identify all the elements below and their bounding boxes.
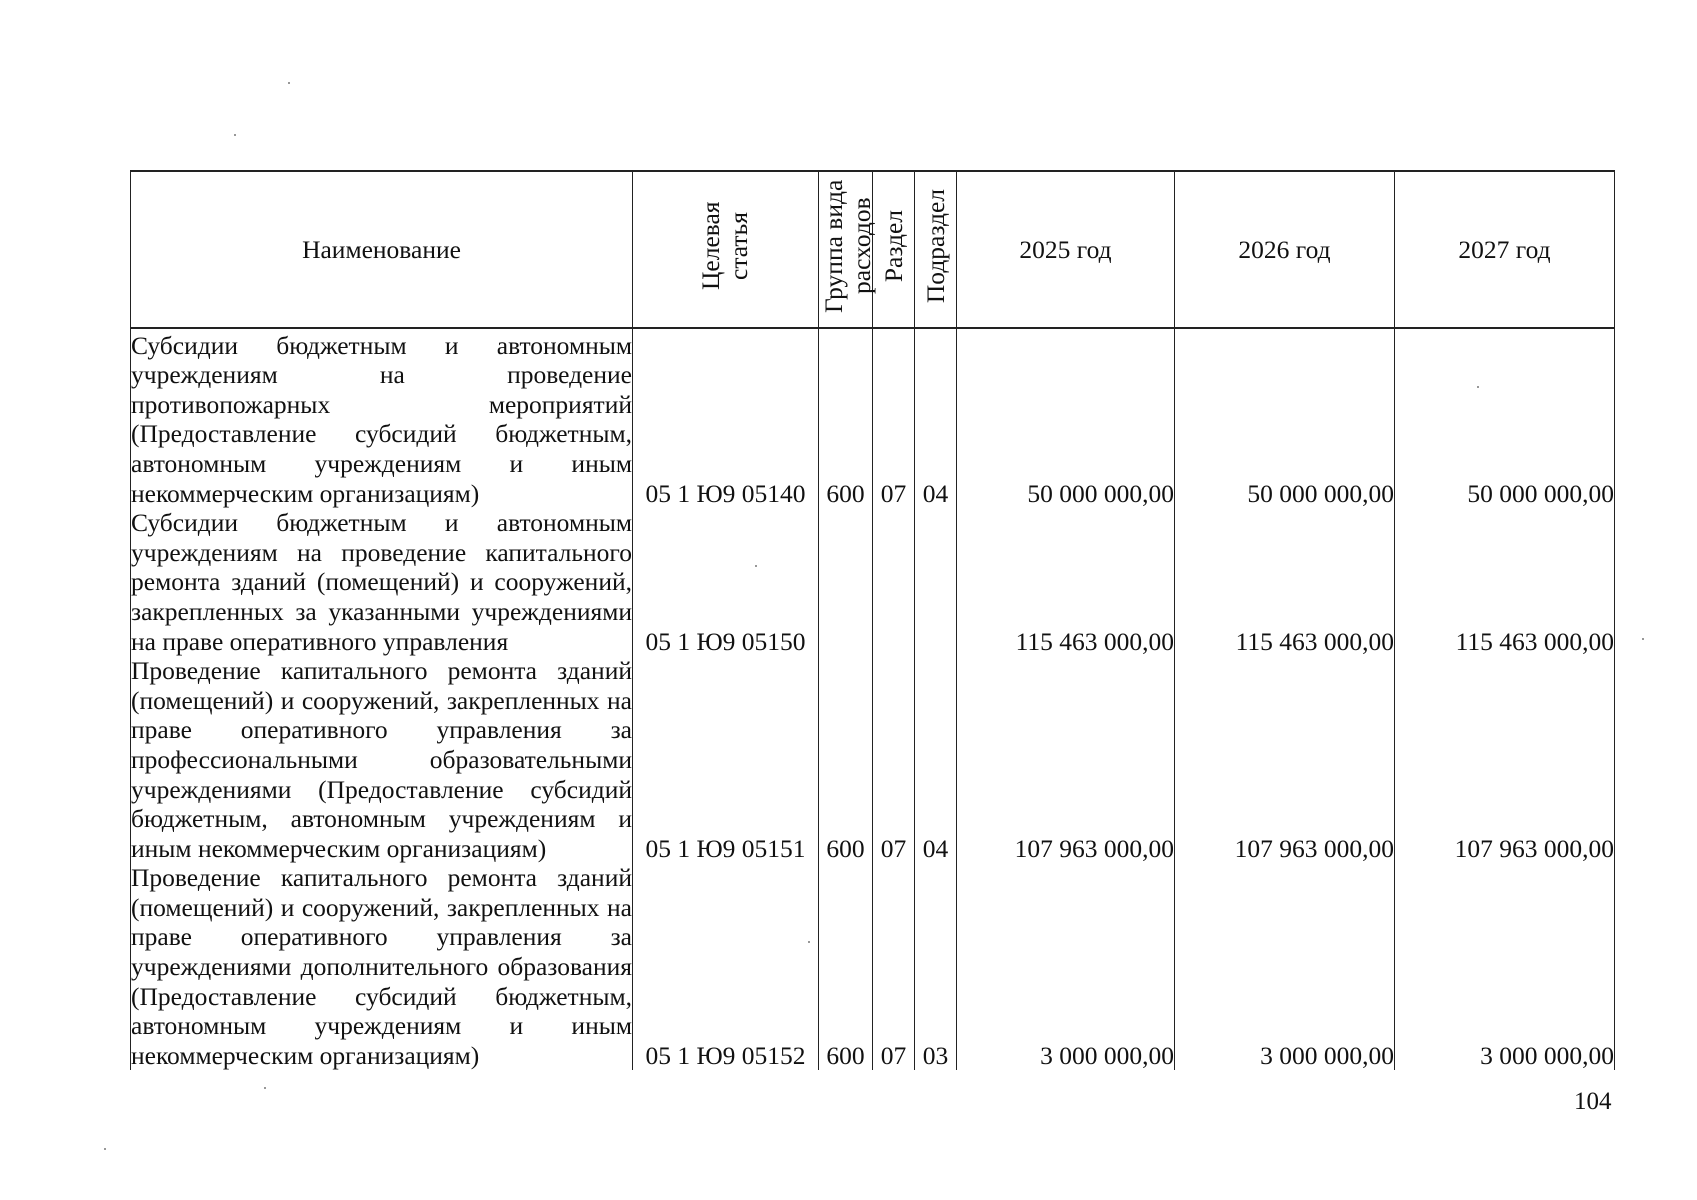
row-expense-group xyxy=(819,508,873,656)
budget-table xyxy=(130,170,1615,1070)
scan-speck xyxy=(234,134,236,136)
scan-speck xyxy=(808,941,810,943)
header-section-label: Раздел xyxy=(878,209,908,283)
row-target-article: 05 1 Ю9 05150 xyxy=(633,508,819,656)
scan-speck xyxy=(1642,638,1644,640)
header-subsection xyxy=(915,171,957,328)
row-subsection: 04 xyxy=(915,656,957,863)
row-amount-2025: 115 463 000,00 xyxy=(957,508,1175,656)
page-number: 104 xyxy=(1574,1088,1612,1115)
table-row xyxy=(131,863,1615,1070)
scan-speck xyxy=(1477,386,1479,388)
row-subsection: 03 xyxy=(915,863,957,1070)
table-row xyxy=(131,328,1615,509)
header-name: Наименование xyxy=(131,171,633,328)
header-target-article-label: Целевая статья xyxy=(695,201,753,291)
header-year-2027: 2027 год xyxy=(1395,171,1615,328)
header-expense-group-label: Группа вида расходов xyxy=(818,179,876,313)
header-subsection-label: Подраздел xyxy=(920,188,950,304)
row-amount-2027: 3 000 000,00 xyxy=(1395,863,1615,1070)
row-amount-2026: 107 963 000,00 xyxy=(1175,656,1395,863)
row-name: Субсидии бюджетным и автономным учреждениям на проведение капитального ремонта зданий (помещений) и сооружений, закрепленных за указанными учреждениями на праве оперативного управления xyxy=(131,508,632,656)
row-amount-2026: 115 463 000,00 xyxy=(1175,508,1395,656)
table-row xyxy=(131,656,1615,863)
row-section: 07 xyxy=(873,328,915,509)
header-year-2026: 2026 год xyxy=(1175,171,1395,328)
row-target-article: 05 1 Ю9 05152 xyxy=(633,863,819,1070)
scan-speck xyxy=(264,1087,266,1089)
row-target-article: 05 1 Ю9 05140 xyxy=(633,328,819,509)
row-amount-2027: 50 000 000,00 xyxy=(1395,328,1615,509)
header-target-article xyxy=(633,171,819,328)
scan-speck xyxy=(755,565,757,567)
row-expense-group: 600 xyxy=(819,656,873,863)
row-name: Проведение капитального ремонта зданий (помещений) и сооружений, закрепленных на праве оперативного управления за учреждениями дополнительного образования (Предоставление субсидий бюджетным, автономным учреждениям и иным некоммерческим организациям) xyxy=(131,863,632,1070)
row-amount-2025: 50 000 000,00 xyxy=(957,328,1175,509)
row-amount-2027: 107 963 000,00 xyxy=(1395,656,1615,863)
table-header-row xyxy=(131,171,1615,328)
scan-speck xyxy=(288,82,290,84)
table-row xyxy=(131,508,1615,656)
row-expense-group: 600 xyxy=(819,863,873,1070)
row-amount-2026: 3 000 000,00 xyxy=(1175,863,1395,1070)
header-year-2025: 2025 год xyxy=(957,171,1175,328)
row-target-article: 05 1 Ю9 05151 xyxy=(633,656,819,863)
row-name: Субсидии бюджетным и автономным учреждениям на проведение противопожарных мероприятий (Предоставление субсидий бюджетным, автономным учреждениям и иным некоммерческим организациям) xyxy=(131,328,633,509)
row-subsection xyxy=(915,508,957,656)
row-amount-2027: 115 463 000,00 xyxy=(1395,508,1615,656)
row-amount-2025: 107 963 000,00 xyxy=(957,656,1175,863)
row-name: Проведение капитального ремонта зданий (помещений) и сооружений, закрепленных на праве оперативного управления за профессиональными образовательными учреждениями (Предоставление субсидий бюджетным, автономным учреждениям и иным некоммерческим организациям) xyxy=(131,656,632,863)
row-section xyxy=(873,508,915,656)
row-subsection: 04 xyxy=(915,328,957,509)
row-section: 07 xyxy=(873,656,915,863)
row-section: 07 xyxy=(873,863,915,1070)
header-section xyxy=(873,171,915,328)
row-amount-2025: 3 000 000,00 xyxy=(957,863,1175,1070)
header-expense-group xyxy=(818,171,876,328)
row-expense-group: 600 xyxy=(819,328,873,509)
row-amount-2026: 50 000 000,00 xyxy=(1175,328,1395,509)
scan-speck xyxy=(104,1148,106,1150)
